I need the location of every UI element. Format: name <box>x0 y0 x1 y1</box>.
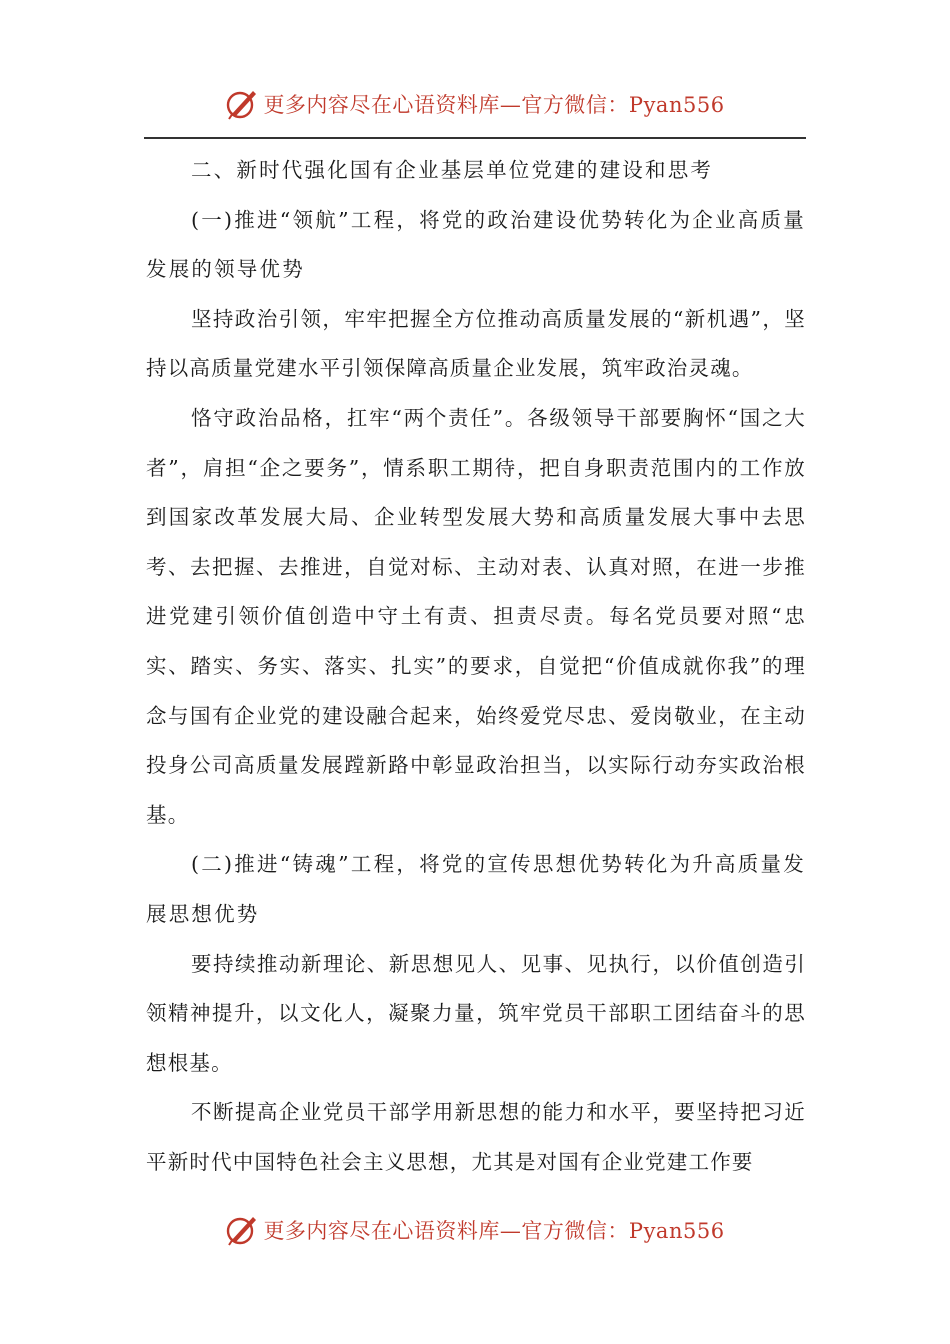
quill-pen-logo-icon <box>225 1213 259 1247</box>
subsection-heading-1: (一)推进“领航”工程，将党的政治建设优势转化为企业高质量发展的领导优势 <box>146 207 806 282</box>
header-banner-text: 更多内容尽在心语资料库—官方微信：Pyan556 <box>263 93 725 117</box>
quill-pen-logo-icon <box>225 87 259 121</box>
footer-banner <box>0 1210 950 1250</box>
paragraph: 坚持政治引领，牢牢把握全方位推动高质量发展的“新机遇”，坚持以高质量党建水平引领保障高质量企业发展，筑牢政治灵魂。 <box>146 306 806 381</box>
document-body <box>146 146 806 1187</box>
footer-banner-text: 更多内容尽在心语资料库—官方微信：Pyan556 <box>263 1219 725 1243</box>
paragraph: 不断提高企业党员干部学用新思想的能力和水平，要坚持把习近平新时代中国特色社会主义思想，尤其是对国有企业党建工作要 <box>146 1100 806 1174</box>
section-heading: 二、新时代强化国有企业基层单位党建的建设和思考 <box>191 158 714 182</box>
paragraph: 要持续推动新理论、新思想见人、见事、见执行，以价值创造引领精神提升，以文化人，凝聚力量，筑牢党员干部职工团结奋斗的思想根基。 <box>146 951 806 1075</box>
header-banner <box>0 84 950 124</box>
header-divider <box>144 137 806 139</box>
paragraph: 恪守政治品格，扛牢“两个责任”。各级领导干部要胸怀“国之大者”，肩担“企之要务”，情系职工期待，把自身职责范围内的工作放到国家改革发展大局、企业转型发展大势和高质量发展大事中去思考、去把握、去推进，自觉对标、主动对表、认真对照，在进一步推进党建引领价值创造中守土有责、担责尽责。每名党员要对照“忠实、踏实、务实、落实、扎实”的要求，自觉把“价值成就你我”的理念与国有企业党的建设融合起来，始终爱党尽忠、爱岗敬业，在主动投身公司高质量发展蹚新路中彰显政治担当，以实际行动夯实政治根基。 <box>146 405 806 827</box>
subsection-heading-2: (二)推进“铸魂”工程，将党的宣传思想优势转化为升高质量发展思想优势 <box>146 852 806 926</box>
